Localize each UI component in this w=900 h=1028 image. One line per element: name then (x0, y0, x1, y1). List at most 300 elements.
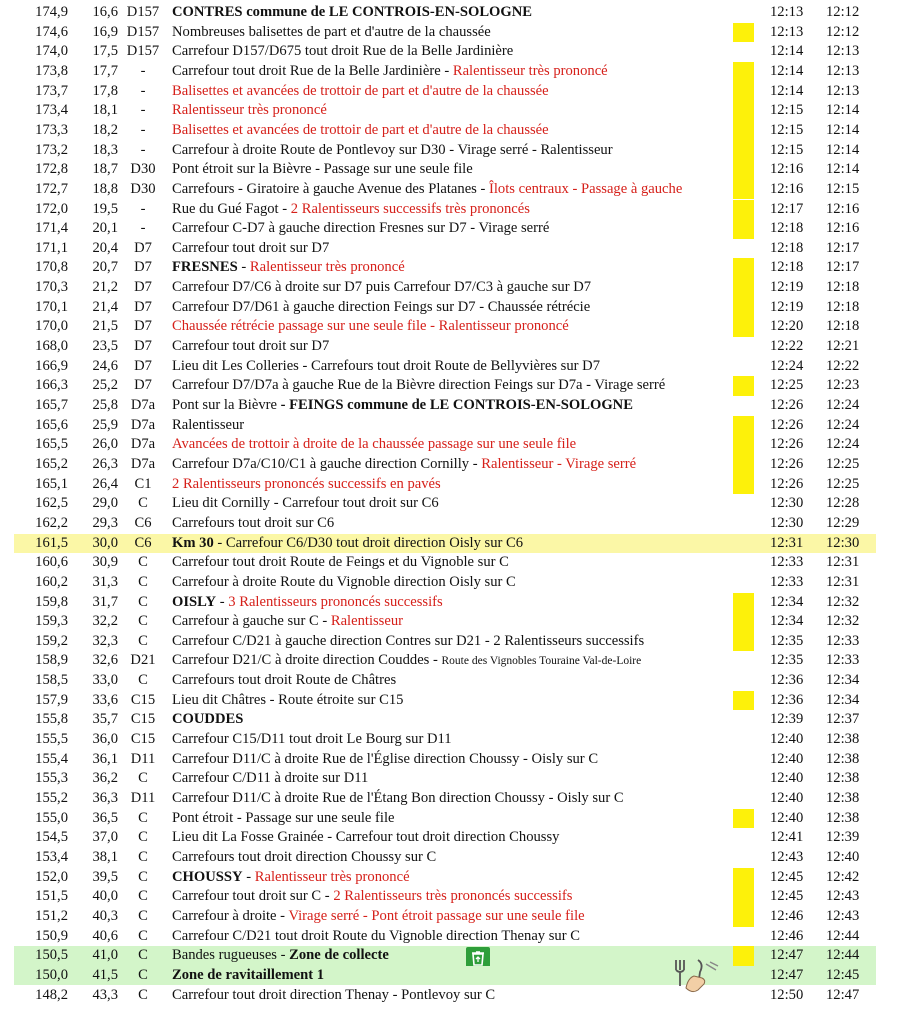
table-row (0, 868, 900, 888)
time-slow-cell: 12:15 (826, 180, 860, 197)
time-fast-cell: 12:15 (770, 141, 804, 158)
time-fast-cell: 12:14 (770, 82, 804, 99)
instruction-text: Rue du Gué Fagot - (172, 200, 291, 217)
yellow-marker (733, 82, 754, 102)
yellow-marker (733, 101, 754, 121)
instruction-text: Carrefour D21/C à droite direction Couddes - (172, 652, 442, 669)
instruction-cell (172, 23, 747, 43)
road-number-cell: C (138, 927, 148, 944)
km-done-cell: 30,0 (92, 534, 118, 551)
km-done-cell: 36,5 (92, 809, 118, 826)
km-done-cell: 41,5 (92, 966, 118, 983)
instruction-text: Carrefour D157/D675 tout droit Rue de la Belle Jardinière (172, 43, 514, 60)
time-slow-cell: 12:38 (826, 809, 860, 826)
instruction-text: Carrefours tout droit direction Choussy sur C (172, 848, 437, 865)
time-fast-cell: 12:40 (770, 790, 804, 806)
instruction-text: Carrefour tout droit sur C - (172, 888, 334, 905)
road-number-cell: C (138, 947, 148, 964)
yellow-marker (733, 907, 754, 927)
place-name-text: CHOUSSY (172, 868, 243, 885)
road-number-cell: D7 (134, 318, 152, 335)
time-slow-cell: 12:44 (826, 927, 860, 944)
km-remaining-cell: 173,3 (35, 121, 68, 138)
instruction-text: Carrefour D7/C6 à droite sur D7 puis Carrefour D7/C3 à gauche sur D7 (172, 279, 592, 296)
instruction-cell (172, 887, 747, 907)
km-done-cell: 33,0 (92, 672, 118, 689)
km-remaining-cell: 165,5 (35, 436, 68, 453)
instruction-cell (172, 200, 747, 220)
time-slow-cell: 12:14 (826, 102, 860, 119)
time-slow-cell: 12:38 (826, 790, 860, 806)
table-row (0, 23, 900, 43)
time-fast-cell: 12:16 (770, 180, 804, 197)
time-slow-cell: 12:43 (826, 888, 860, 905)
caution-text: Ralentisseur très prononcé (249, 259, 405, 276)
km-done-cell: 25,9 (92, 416, 118, 433)
time-fast-cell: 12:24 (770, 357, 804, 374)
km-remaining-cell: 174,9 (35, 4, 68, 20)
time-fast-cell: 12:18 (770, 220, 804, 237)
time-slow-cell: 12:16 (826, 220, 860, 237)
road-number-cell: D7 (134, 357, 152, 374)
instruction-cell (172, 494, 747, 514)
km-remaining-cell: 155,3 (35, 770, 68, 787)
time-fast-cell: 12:34 (770, 613, 804, 630)
time-slow-cell: 12:12 (826, 4, 860, 20)
instruction-cell (172, 769, 747, 789)
km-done-cell: 21,4 (92, 298, 118, 315)
km-remaining-cell: 160,2 (35, 573, 68, 590)
yellow-marker (733, 632, 754, 652)
table-row (0, 573, 900, 593)
caution-text: 2 Ralentisseurs très prononcés successifs (333, 888, 573, 905)
km-done-cell: 29,3 (92, 514, 118, 531)
km-remaining-cell: 155,2 (35, 790, 68, 806)
yellow-marker (733, 435, 754, 455)
time-slow-cell: 12:31 (826, 554, 860, 571)
time-slow-cell: 12:24 (826, 436, 860, 453)
instruction-text: Carrefour à droite Route du Vignoble direction Oisly sur C (172, 573, 516, 590)
time-slow-cell: 12:33 (826, 652, 860, 669)
table-row (0, 514, 900, 534)
table-row (0, 710, 900, 730)
km-remaining-cell: 172,0 (35, 200, 68, 217)
time-fast-cell: 12:26 (770, 475, 804, 492)
time-slow-cell: 12:13 (826, 82, 860, 99)
instruction-cell (172, 180, 747, 200)
time-slow-cell: 12:47 (826, 986, 860, 1003)
time-slow-cell: 12:23 (826, 377, 860, 394)
instruction-cell (172, 317, 747, 337)
road-number-cell: C (138, 888, 148, 905)
yellow-marker (733, 455, 754, 475)
km-remaining-cell: 153,4 (35, 848, 68, 865)
km-remaining-cell: 174,0 (35, 43, 68, 60)
caution-text: 3 Ralentisseurs prononcés successifs (228, 593, 443, 610)
km-remaining-cell: 155,0 (35, 809, 68, 826)
instruction-cell (172, 396, 747, 416)
table-row (0, 416, 900, 436)
km-done-cell: 36,3 (92, 790, 118, 806)
time-fast-cell: 12:20 (770, 318, 804, 335)
road-number-cell: C (138, 848, 148, 865)
instruction-text: - (242, 868, 255, 885)
km-remaining-cell: 160,6 (35, 554, 68, 571)
yellow-marker (733, 219, 754, 239)
instruction-cell (172, 809, 747, 829)
km-done-cell: 30,9 (92, 554, 118, 571)
table-row (0, 769, 900, 789)
instruction-cell (172, 42, 747, 62)
km-done-cell: 31,3 (92, 573, 118, 590)
caution-text: Balisettes et avancées de trottoir de part et d'autre de la chaussée (172, 82, 549, 99)
table-row (0, 219, 900, 239)
road-number-cell: C15 (130, 691, 156, 708)
table-row (14, 534, 876, 554)
instruction-cell (172, 907, 747, 927)
table-row (0, 180, 900, 200)
instruction-cell (172, 3, 747, 23)
instruction-cell (172, 691, 747, 711)
time-fast-cell: 12:46 (770, 927, 804, 944)
km-remaining-cell: 159,2 (35, 632, 68, 649)
road-number-cell: D21 (130, 652, 156, 669)
caution-text: Ralentisseur - Virage serré (481, 455, 637, 472)
table-row (0, 455, 900, 475)
km-done-cell: 24,6 (92, 357, 118, 374)
instruction-text: Pont sur la Bièvre (172, 397, 277, 413)
time-slow-cell: 12:33 (826, 632, 860, 649)
table-row (0, 200, 900, 220)
km-remaining-cell: 157,9 (35, 691, 68, 708)
time-fast-cell: 12:34 (770, 593, 804, 610)
time-fast-cell: 12:14 (770, 62, 804, 79)
table-row (0, 593, 900, 613)
time-fast-cell: 12:46 (770, 907, 804, 924)
instruction-text: Ralentisseur (172, 416, 245, 433)
table-row (0, 730, 900, 750)
yellow-marker (733, 278, 754, 298)
table-row (0, 553, 900, 573)
road-number-cell: C (138, 966, 148, 983)
table-row (0, 42, 900, 62)
table-row (0, 160, 900, 180)
time-fast-cell: 12:40 (770, 809, 804, 826)
table-row (0, 62, 900, 82)
km-remaining-cell: 171,1 (35, 239, 68, 256)
table-row (0, 258, 900, 278)
instruction-text: Carrefours tout droit Route de Châtres (172, 672, 397, 689)
yellow-marker (733, 691, 754, 711)
table-row (0, 809, 900, 829)
time-fast-cell: 12:18 (770, 239, 804, 256)
km-done-cell: 36,1 (92, 750, 118, 767)
time-fast-cell: 12:45 (770, 888, 804, 905)
place-name-text: CONTRES commune de LE CONTROIS-EN-SOLOGNE (172, 4, 533, 20)
time-slow-cell: 12:14 (826, 121, 860, 138)
instruction-text: Carrefour C15/D11 tout droit Le Bourg sur D11 (172, 731, 452, 748)
road-number-cell: D7 (134, 259, 152, 276)
yellow-marker (733, 62, 754, 82)
instruction-text: Lieu dit Les Colleries - Carrefours tout droit Route de Bellyvières sur D7 (172, 357, 600, 374)
road-number-cell: D30 (130, 180, 156, 197)
km-remaining-cell: 170,8 (35, 259, 68, 276)
km-done-cell: 36,2 (92, 770, 118, 787)
table-row (0, 691, 900, 711)
time-fast-cell: 12:47 (770, 966, 804, 983)
road-number-cell: D7a (130, 455, 156, 472)
time-slow-cell: 12:25 (826, 475, 860, 492)
instruction-cell (172, 121, 747, 141)
time-fast-cell: 12:13 (770, 23, 804, 40)
time-slow-cell: 12:14 (826, 141, 860, 158)
instruction-text: - (216, 593, 229, 610)
road-number-cell: - (140, 82, 146, 99)
time-fast-cell: 12:25 (770, 377, 804, 394)
time-fast-cell: 12:14 (770, 43, 804, 60)
km-remaining-cell: 173,2 (35, 141, 68, 158)
instruction-text: Carrefour D7/D7a à gauche Rue de la Bièvre direction Feings sur D7a - Virage serré (172, 377, 666, 394)
caution-text: Avancées de trottoir à droite de la chaussée passage sur une seule file (172, 436, 577, 453)
time-slow-cell: 12:38 (826, 770, 860, 787)
km-done-cell: 31,7 (92, 593, 118, 610)
km-remaining-cell: 155,5 (35, 731, 68, 748)
road-number-cell: D157 (126, 23, 160, 40)
caution-text: Ralentisseur très prononcé (254, 868, 410, 885)
time-fast-cell: 12:33 (770, 554, 804, 571)
km-remaining-cell: 170,3 (35, 279, 68, 296)
instruction-text: Carrefour D11/C à droite Rue de l'Étang Bon direction Choussy - Oisly sur C (172, 790, 624, 806)
road-number-cell: - (140, 62, 146, 79)
road-number-cell: D157 (126, 4, 160, 20)
instruction-text: Carrefour D7a/C10/C1 à gauche direction Cornilly - (172, 455, 482, 472)
time-slow-cell: 12:18 (826, 279, 860, 296)
time-fast-cell: 12:36 (770, 691, 804, 708)
place-name-text: OISLY (172, 593, 217, 610)
caution-text: Virage serré - Pont étroit passage sur une seule file (288, 907, 585, 924)
km-done-cell: 17,5 (92, 43, 118, 60)
road-number-cell: - (140, 200, 146, 217)
table-row (0, 828, 900, 848)
yellow-marker (733, 298, 754, 318)
instruction-cell (172, 435, 747, 455)
km-done-cell: 17,8 (92, 82, 118, 99)
road-number-cell: C (138, 495, 148, 512)
km-remaining-cell: 173,7 (35, 82, 68, 99)
instruction-cell (172, 868, 747, 888)
instruction-text: Pont étroit - Passage sur une seule file (172, 809, 395, 826)
time-fast-cell: 12:22 (770, 338, 804, 355)
instruction-cell (172, 671, 747, 691)
table-row (0, 357, 900, 377)
road-number-cell: C (138, 593, 148, 610)
instruction-text: Carrefour tout droit sur D7 (172, 338, 330, 355)
instruction-cell (172, 710, 747, 730)
road-number-cell: C (138, 809, 148, 826)
instruction-cell (172, 750, 747, 770)
place-name-text: COUDDES (172, 711, 244, 728)
table-row (14, 966, 876, 986)
time-slow-cell: 12:32 (826, 613, 860, 630)
km-remaining-cell: 158,9 (35, 652, 68, 669)
caution-text: Ralentisseur (330, 613, 403, 630)
instruction-cell (172, 534, 747, 554)
km-remaining-cell: 170,1 (35, 298, 68, 315)
instruction-cell (172, 82, 747, 102)
yellow-marker (733, 593, 754, 613)
instruction-cell (172, 141, 747, 161)
table-row (0, 239, 900, 259)
time-slow-cell: 12:39 (826, 829, 860, 846)
km-remaining-cell: 148,2 (35, 986, 68, 1003)
instruction-text: Route des Vignobles Touraine Val-de-Loire (441, 655, 642, 668)
instruction-text: - (237, 259, 250, 276)
instruction-text: Carrefours - Giratoire à gauche Avenue des Platanes - (172, 180, 490, 197)
instruction-cell (172, 298, 747, 318)
time-fast-cell: 12:40 (770, 750, 804, 767)
time-slow-cell: 12:22 (826, 357, 860, 374)
instruction-text: Carrefour tout droit sur D7 (172, 239, 330, 256)
km-done-cell: 20,7 (92, 259, 118, 276)
km-done-cell: 16,9 (92, 23, 118, 40)
caution-text: Ralentisseur très prononcé (172, 102, 327, 119)
km-remaining-cell: 173,4 (35, 102, 68, 119)
yellow-marker (733, 809, 754, 829)
road-number-cell: D30 (130, 161, 156, 178)
km-done-cell: 20,4 (92, 239, 118, 256)
km-done-cell: 20,1 (92, 220, 118, 237)
instruction-cell (172, 160, 747, 180)
yellow-marker (733, 868, 754, 888)
road-number-cell: D157 (126, 43, 160, 60)
km-remaining-cell: 170,0 (35, 318, 68, 335)
table-row (0, 121, 900, 141)
km-done-cell: 29,0 (92, 495, 118, 512)
time-slow-cell: 12:21 (826, 338, 860, 355)
km-done-cell: 26,4 (92, 475, 118, 492)
km-remaining-cell: 150,5 (35, 947, 68, 964)
time-slow-cell: 12:14 (826, 161, 860, 178)
instruction-cell (172, 632, 747, 652)
table-row (0, 632, 900, 652)
km-done-cell: 43,3 (92, 986, 118, 1003)
yellow-marker (733, 887, 754, 907)
time-fast-cell: 12:39 (770, 711, 804, 728)
km-done-cell: 16,6 (92, 4, 118, 20)
yellow-marker (733, 23, 754, 43)
instruction-text: Carrefour tout droit Route de Feings et du Vignoble sur C (172, 554, 509, 571)
km-done-cell: 26,0 (92, 436, 118, 453)
road-number-cell: - (140, 220, 146, 237)
time-fast-cell: 12:41 (770, 829, 804, 846)
km-done-cell: 18,7 (92, 161, 118, 178)
instruction-cell (172, 376, 747, 396)
table-row (0, 337, 900, 357)
time-slow-cell: 12:24 (826, 416, 860, 433)
road-number-cell: - (140, 102, 146, 119)
time-slow-cell: 12:38 (826, 750, 860, 767)
road-number-cell: C (138, 868, 148, 885)
instruction-cell (172, 573, 747, 593)
time-fast-cell: 12:30 (770, 495, 804, 512)
table-row (0, 298, 900, 318)
table-row (0, 317, 900, 337)
time-slow-cell: 12:30 (826, 534, 860, 551)
instruction-text: Lieu dit Châtres - Route étroite sur C15 (172, 691, 404, 708)
km-remaining-cell: 151,5 (35, 888, 68, 905)
time-slow-cell: 12:42 (826, 868, 860, 885)
km-remaining-cell: 165,7 (35, 397, 68, 413)
table-row (0, 396, 900, 416)
road-number-cell: C15 (130, 711, 156, 728)
time-slow-cell: 12:24 (826, 397, 860, 413)
instruction-text: Carrefour C/D11 à droite sur D11 (172, 770, 369, 787)
time-fast-cell: 12:26 (770, 455, 804, 472)
time-fast-cell: 12:31 (770, 534, 804, 551)
instruction-cell (172, 848, 747, 868)
table-row (0, 475, 900, 495)
instruction-cell (172, 357, 747, 377)
km-remaining-cell: 155,8 (35, 711, 68, 728)
time-slow-cell: 12:25 (826, 455, 860, 472)
time-slow-cell: 12:37 (826, 711, 860, 728)
time-fast-cell: 12:33 (770, 573, 804, 590)
km-remaining-cell: 159,3 (35, 613, 68, 630)
time-fast-cell: 12:43 (770, 848, 804, 865)
km-done-cell: 35,7 (92, 711, 118, 728)
km-done-cell: 21,2 (92, 279, 118, 296)
km-remaining-cell: 151,2 (35, 907, 68, 924)
place-name-text: Zone de ravitaillement 1 (172, 966, 324, 983)
km-remaining-cell: 158,5 (35, 672, 68, 689)
instruction-text: Carrefour à gauche sur C - (172, 613, 331, 630)
time-slow-cell: 12:45 (826, 966, 860, 983)
table-row (0, 651, 900, 671)
table-row (0, 927, 900, 947)
table-row (0, 376, 900, 396)
table-row (0, 887, 900, 907)
km-remaining-cell: 172,7 (35, 180, 68, 197)
km-remaining-cell: 154,5 (35, 829, 68, 846)
time-fast-cell: 12:16 (770, 161, 804, 178)
instruction-cell (172, 828, 747, 848)
road-number-cell: D7 (134, 298, 152, 315)
instruction-cell (172, 337, 747, 357)
road-number-cell: C (138, 672, 148, 689)
road-number-cell: D7 (134, 338, 152, 355)
road-number-cell: D7 (134, 279, 152, 296)
caution-text: Balisettes et avancées de trottoir de part et d'autre de la chaussée (172, 121, 549, 138)
road-number-cell: C15 (130, 731, 156, 748)
caution-text: 2 Ralentisseurs successifs très prononcés (290, 200, 530, 217)
road-number-cell: C6 (134, 514, 152, 531)
place-name-text: Zone de collecte (289, 947, 389, 964)
caution-text: 2 Ralentisseurs prononcés successifs en pavés (172, 475, 441, 492)
instruction-text: Carrefour à droite Route de Pontlevoy sur D30 - Virage serré - Ralentisseur (172, 141, 613, 158)
time-slow-cell: 12:18 (826, 318, 860, 335)
table-row (0, 612, 900, 632)
road-number-cell: D7 (134, 239, 152, 256)
time-fast-cell: 12:15 (770, 102, 804, 119)
km-done-cell: 38,1 (92, 848, 118, 865)
road-number-cell: D7a (130, 416, 156, 433)
km-remaining-cell: 155,4 (35, 750, 68, 767)
instruction-text: Carrefours tout droit sur C6 (172, 514, 335, 531)
table-row (0, 101, 900, 121)
table-row (14, 946, 876, 966)
time-fast-cell: 12:36 (770, 672, 804, 689)
table-row (0, 750, 900, 770)
